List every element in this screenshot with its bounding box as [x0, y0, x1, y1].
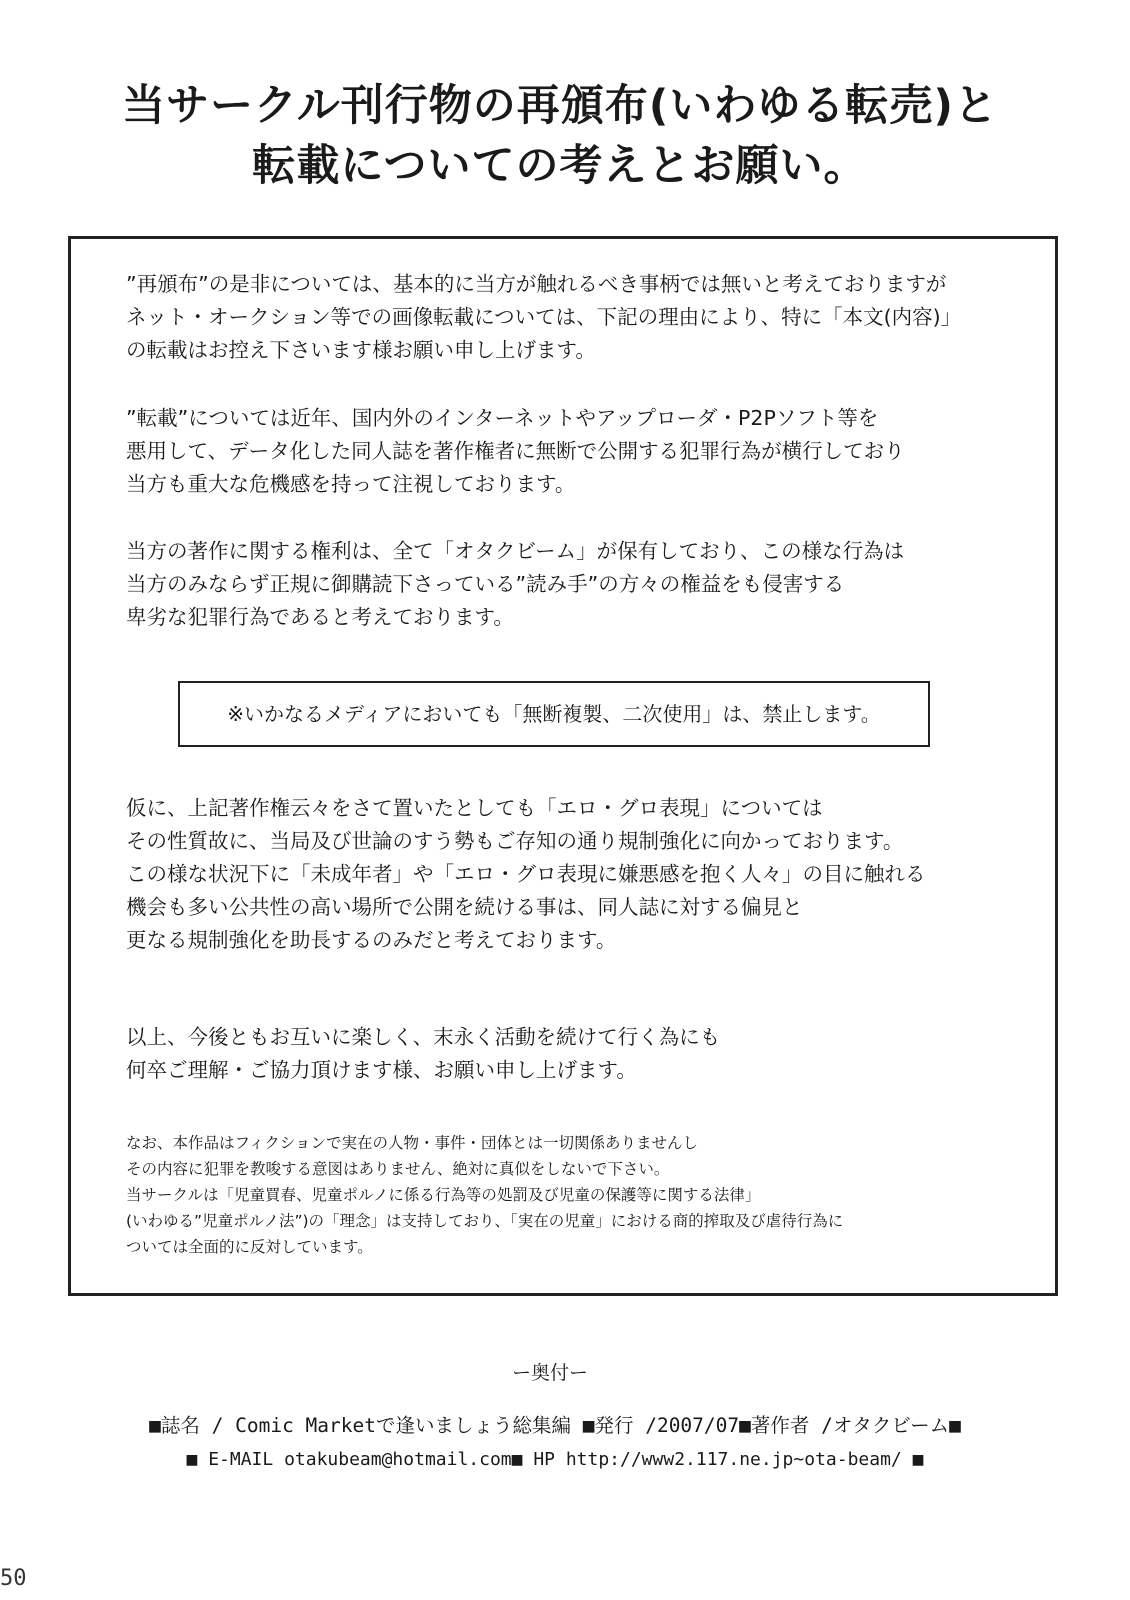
colophon-heading: ー奥付ー [511, 1362, 588, 1384]
text-line: 当サークルは「児童買春、児童ポルノに係る行為等の処罰及び児童の保護等に関する法律」 [126, 1186, 761, 1204]
text-line: ついては全面的に反対しています。 [126, 1238, 373, 1256]
text-line: その性質故に、当局及び世論のすう勢もご存知の通り規制強化に向かっております。 [126, 829, 904, 853]
text-line: 機会も多い公共性の高い場所で公開を続ける事は、同人誌に対する偏見と [126, 895, 803, 919]
text-line: ”再頒布”の是非については、基本的に当方が触れるべき事柄では無いと考えておりますが [126, 272, 947, 296]
disclaimer [126, 1130, 843, 1260]
text-line: ネット・オークション等での画像転載については、下記の理由により、特に「本文(内容)」 [126, 305, 962, 329]
colophon-contact-info: ■ E-MAIL otakubeam@hotmail.com■ HP http://www2.117.ne.jp~ota-beam/ ■ [186, 1449, 924, 1470]
text-line: 当方のみならず正規に御購読下さっている”読み手”の方々の権益をも侵害する [126, 572, 845, 596]
page-title-line-2: 転載についての考えとお願い。 [252, 141, 868, 191]
text-line: 悪用して、データ化した同人誌を著作権者に無断で公開する犯罪行為が横行しており [126, 439, 905, 463]
paragraph-redistribution [126, 268, 961, 367]
text-line: の転載はお控え下さいます様お願い申し上げます。 [126, 338, 596, 362]
colophon-publication-info: ■誌名 / Comic Marketで逢いましょう総集編 ■発行 /2007/07■著作者 /オタクビーム■ [149, 1414, 961, 1437]
text-line: 何卒ご理解・ご協力頂けます様、お願い申し上げます。 [126, 1058, 637, 1082]
text-line: その内容に犯罪を教唆する意図はありません、絶対に真似をしないで下さい。 [126, 1160, 670, 1178]
page-title-line-1: 当サークル刊行物の再頒布(いわゆる転売)と [121, 81, 998, 131]
text-line: 仮に、上記著作権云々をさて置いたとしても「エロ・グロ表現」については [126, 796, 823, 820]
text-line: この様な状況下に「未成年者」や「エロ・グロ表現に嫌悪感を抱く人々」の目に触れる [126, 862, 926, 886]
text-line: ”転載”については近年、国内外のインターネットやアップローダ・P2Pソフト等を [126, 406, 879, 430]
paragraph-rights [126, 535, 904, 634]
text-line: (いわゆる”児童ポルノ法”)の「理念」は支持しており、「実在の児童」における商的搾取及び虐待行為に [126, 1212, 844, 1230]
notice-text: ※いかなるメディアにおいても「無断複製、二次使用」は、禁止します。 [227, 702, 881, 726]
text-line: 以上、今後ともお互いに楽しく、末永く活動を続けて行く為にも [126, 1025, 721, 1049]
text-line: 更なる規制強化を助長するのみだと考えております。 [126, 928, 617, 952]
text-line: なお、本作品はフィクションで実在の人物・事件・団体とは一切関係ありませんし [126, 1134, 698, 1152]
text-line: 卑劣な犯罪行為であると考えております。 [126, 605, 514, 629]
page-number: 50 [0, 1566, 27, 1591]
paragraph-closing [126, 1021, 720, 1087]
text-line: 当方の著作に関する権利は、全て「オタクビーム」が保有しており、この様な行為は [126, 539, 905, 563]
text-line: 当方も重大な危機感を持って注視しております。 [126, 472, 576, 496]
paragraph-expression [126, 792, 926, 957]
paragraph-reposting [126, 402, 905, 501]
